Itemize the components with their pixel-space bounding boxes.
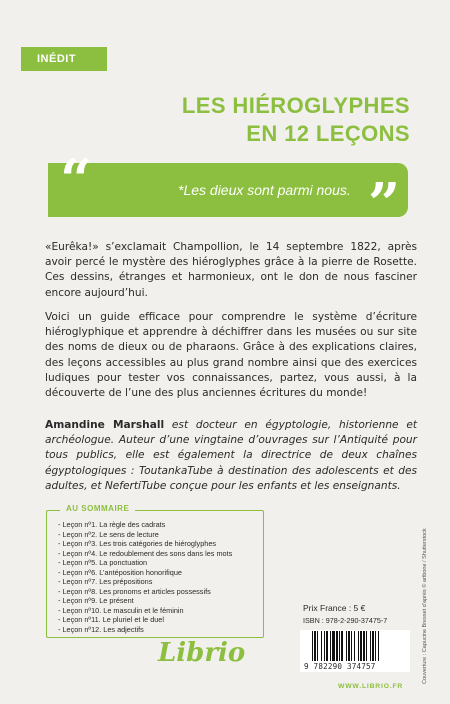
cover-credit: Couverture : Capucine Bresset d’après © artbone / Shutterstock	[422, 528, 428, 684]
lesson-item: - Leçon nº2. Le sens de lecture	[58, 530, 232, 540]
book-title	[182, 92, 410, 148]
intro-paragraph: «Eurêka!» s’exclamait Champollion, le 14 septembre 1822, après avoir percé le mystère des hiéroglyphes grâce à la pierre de Rosette. Ces dessins, étranges et harmonieux, ont le don de nous fasciner encore aujourd’hui.	[45, 241, 417, 299]
barcode-digits: 9 782290 374757	[304, 662, 376, 671]
lesson-item: - Leçon nº3. Les trois catégories de hiéroglyphes	[58, 539, 232, 549]
librio-logo: Librio	[158, 638, 246, 668]
guide-paragraph: Voici un guide efficace pour comprendre le système d’écriture hiéroglyphique et apprendre à déchiffrer dans les musées ou sur site des noms de dieux ou de pharaons. Grâce à des explications claires, des leçons accessibles au plus grand nombre ainsi que des exercices ludiques pour tester vos connaissances, partez, vous aussi, à la découverte de l’une des plus anciennes écritures du monde!	[45, 311, 417, 400]
author-bio: est docteur en égyptologie, historienne et archéologue. Auteur d’une vingtaine d’ouvrages sur l’Antiquité pour tous publics, elle est également la directrice de deux chaînes égyptologiques : ToutankaTube à destination des adolescents et des adultes, et NefertiTube conçue pour les enfants et les enseignants.	[45, 419, 418, 492]
lesson-list	[58, 520, 232, 634]
price-label: Prix France : 5 €	[303, 603, 366, 613]
lesson-item: - Leçon nº10. Le masculin et le féminin	[58, 606, 232, 616]
lesson-item: - Leçon nº7. Les prépositions	[58, 577, 232, 587]
lesson-item: - Leçon nº6. L’antéposition honorifique	[58, 568, 232, 578]
author-paragraph	[45, 418, 417, 494]
lesson-item: - Leçon nº5. La ponctuation	[58, 558, 232, 568]
lesson-item: - Leçon nº4. Le redoublement des sons dans les mots	[58, 549, 232, 559]
summary-title: AU SOMMAIRE	[60, 504, 135, 513]
isbn-label: ISBN : 978-2-290-37475-7	[303, 616, 388, 625]
close-quote-icon: ”	[368, 171, 401, 237]
publisher-url: WWW.LIBRIO.FR	[338, 683, 404, 690]
barcode-icon	[312, 631, 408, 661]
lesson-item: - Leçon nº1. La règle des cadrats	[58, 520, 232, 530]
title-line-2: EN 12 LEÇONS	[246, 121, 410, 146]
lesson-item: - Leçon nº12. Les adjectifs	[58, 625, 232, 635]
title-line-1: LES HIÉROGLYPHES	[181, 93, 410, 118]
quote-text: *Les dieux sont parmi nous.	[178, 182, 351, 198]
lesson-item: - Leçon nº8. Les pronoms et articles possessifs	[58, 587, 232, 597]
new-badge: INÉDIT	[21, 47, 107, 71]
author-name: Amandine Marshall	[45, 419, 165, 431]
open-quote-icon: “	[60, 147, 93, 213]
lesson-item: - Leçon nº9. Le présent	[58, 596, 232, 606]
lesson-item: - Leçon nº11. Le pluriel et le duel	[58, 615, 232, 625]
